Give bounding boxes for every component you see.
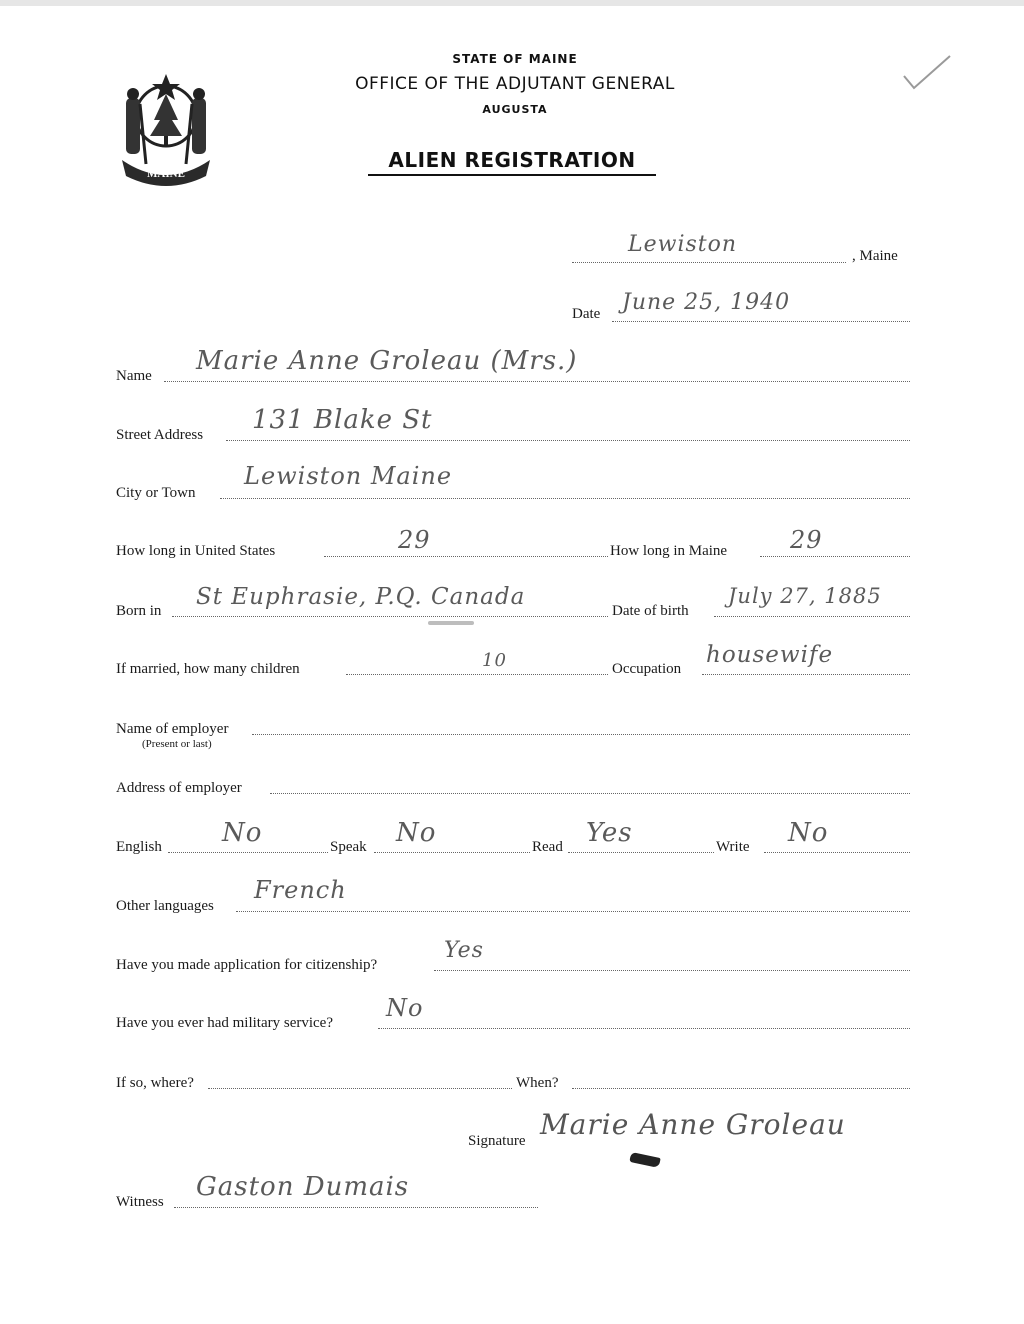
employer-line: [252, 734, 910, 735]
office-heading: OFFICE OF THE ADJUTANT GENERAL: [355, 74, 675, 94]
english-entry: No: [222, 818, 263, 848]
born-in-line: [172, 616, 608, 617]
witness-label: Witness: [116, 1194, 164, 1210]
born-in-entry: St Euphrasie, P.Q. Canada: [196, 584, 526, 610]
date-of-birth-line: [714, 616, 910, 617]
form-title: ALIEN REGISTRATION: [368, 148, 656, 176]
date-label: Date: [572, 306, 601, 322]
street-entry: 131 Blake St: [252, 405, 433, 435]
city-heading: AUGUSTA: [482, 103, 548, 116]
how-long-us-line: [324, 556, 608, 557]
when-line: [572, 1088, 910, 1089]
witness-line: [174, 1207, 538, 1208]
checkmark-icon: [900, 52, 956, 96]
how-long-maine-line: [760, 556, 910, 557]
how-long-maine-entry: 29: [790, 526, 823, 554]
employer-address-label: Address of employer: [116, 780, 242, 796]
maine-label: , Maine: [852, 248, 898, 264]
city-line: [220, 498, 910, 499]
when-label: When?: [516, 1075, 559, 1091]
read-label: Read: [532, 839, 563, 855]
english-line: [168, 852, 328, 853]
other-languages-entry: French: [254, 876, 347, 904]
children-entry: 10: [482, 650, 507, 671]
date-of-birth-entry: July 27, 1885: [728, 584, 882, 608]
ink-mark: [629, 1152, 660, 1168]
name-entry: Marie Anne Groleau (Mrs.): [196, 346, 578, 376]
witness-entry: Gaston Dumais: [196, 1172, 410, 1202]
write-line: [764, 852, 910, 853]
employer-label: Name of employer: [116, 721, 229, 737]
occupation-entry: housewife: [706, 642, 834, 668]
street-label: Street Address: [116, 427, 204, 443]
read-line: [568, 852, 714, 853]
write-label: Write: [716, 839, 750, 855]
other-languages-label: Other languages: [116, 898, 214, 914]
how-long-us-label: How long in United States: [116, 543, 276, 559]
citizenship-label: Have you made application for citizenship?: [116, 957, 378, 973]
state-heading: STATE OF MAINE: [452, 52, 578, 66]
name-line: [164, 381, 910, 382]
children-line: [346, 674, 608, 675]
speak-entry: No: [396, 818, 437, 848]
military-entry: No: [386, 994, 424, 1022]
town-line: [572, 262, 846, 263]
military-label: Have you ever had military service?: [116, 1015, 333, 1031]
employer-note: (Present or last): [142, 738, 212, 750]
how-long-us-entry: 29: [398, 526, 431, 554]
occupation-label: Occupation: [612, 661, 682, 677]
read-entry: Yes: [586, 818, 633, 848]
date-of-birth-label: Date of birth: [612, 603, 689, 619]
english-label: English: [116, 839, 162, 855]
town-entry: Lewiston: [628, 232, 738, 257]
citizenship-entry: Yes: [444, 938, 484, 963]
how-long-maine-label: How long in Maine: [610, 543, 728, 559]
date-line: [612, 321, 910, 322]
born-in-label: Born in: [116, 603, 162, 619]
write-entry: No: [788, 818, 829, 848]
speak-label: Speak: [330, 839, 367, 855]
signature-label: Signature: [468, 1133, 526, 1149]
where-label: If so, where?: [116, 1075, 194, 1091]
occupation-line: [702, 674, 910, 675]
maine-state-seal-icon: [110, 64, 222, 192]
citizenship-line: [434, 970, 910, 971]
date-entry: June 25, 1940: [622, 290, 791, 315]
employer-address-line: [270, 793, 910, 794]
city-entry: Lewiston Maine: [244, 462, 453, 490]
signature-entry: Marie Anne Groleau: [540, 1108, 846, 1141]
speak-line: [374, 852, 530, 853]
name-label: Name: [116, 368, 152, 384]
other-languages-line: [236, 911, 910, 912]
where-line: [208, 1088, 512, 1089]
seal-banner-text: MAINE: [147, 168, 185, 180]
city-label: City or Town: [116, 485, 196, 501]
military-line: [378, 1028, 910, 1029]
ink-smudge: [428, 621, 474, 625]
street-line: [226, 440, 910, 441]
scan-edge: [0, 0, 1024, 6]
children-label: If married, how many children: [116, 661, 300, 677]
